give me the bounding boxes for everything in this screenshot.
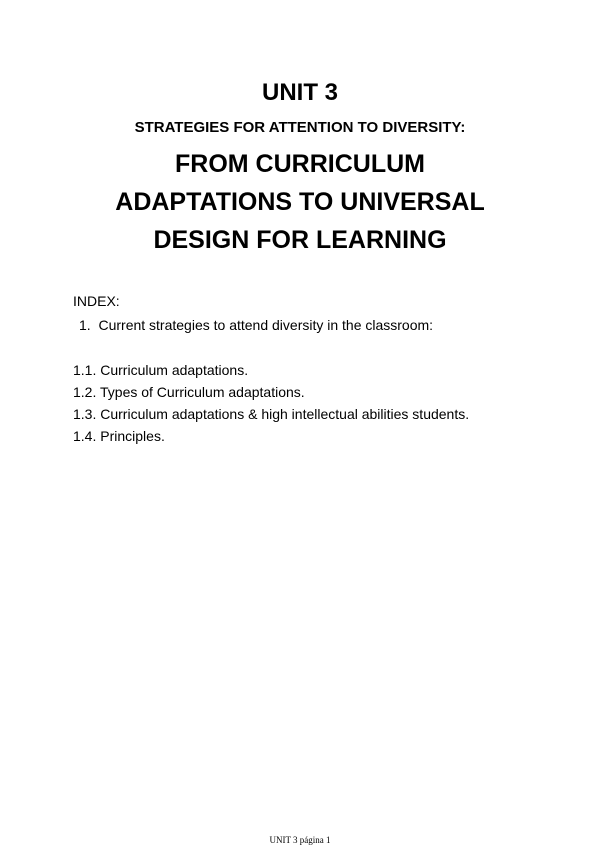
index-item-1-text: Current strategies to attend diversity in the classroom: <box>98 317 434 333</box>
unit-title: UNIT 3 <box>261 79 338 106</box>
index-sub-item-1-2 <box>73 381 469 403</box>
document-main-title <box>60 145 540 259</box>
sub-item-number: 1.2. <box>73 384 97 400</box>
index-sub-item-1-1 <box>73 359 469 381</box>
index-sub-item-1-3 <box>73 403 469 425</box>
main-title-line-3: DESIGN FOR LEARNING <box>153 226 447 254</box>
sub-item-text: Curriculum adaptations. <box>100 362 249 378</box>
sub-item-number: 1.3. <box>73 406 97 422</box>
page-footer: UNIT 3 página 1 <box>269 835 331 845</box>
index-item-1-number: 1. <box>79 317 91 333</box>
sub-item-text: Curriculum adaptations & high intellectual abilities students. <box>100 406 470 422</box>
sub-item-number: 1.1. <box>73 362 97 378</box>
document-subtitle: STRATEGIES FOR ATTENTION TO DIVERSITY: <box>134 119 466 136</box>
index-heading: INDEX: <box>73 293 120 309</box>
main-title-line-1: FROM CURRICULUM <box>175 150 425 178</box>
sub-item-text: Principles. <box>100 428 165 444</box>
index-sub-item-1-4 <box>73 425 469 447</box>
sub-item-text: Types of Curriculum adaptations. <box>100 384 305 400</box>
sub-item-number: 1.4. <box>73 428 97 444</box>
index-item-1 <box>79 315 433 335</box>
main-title-line-2: ADAPTATIONS TO UNIVERSAL <box>115 188 485 216</box>
index-sub-items <box>73 359 469 447</box>
